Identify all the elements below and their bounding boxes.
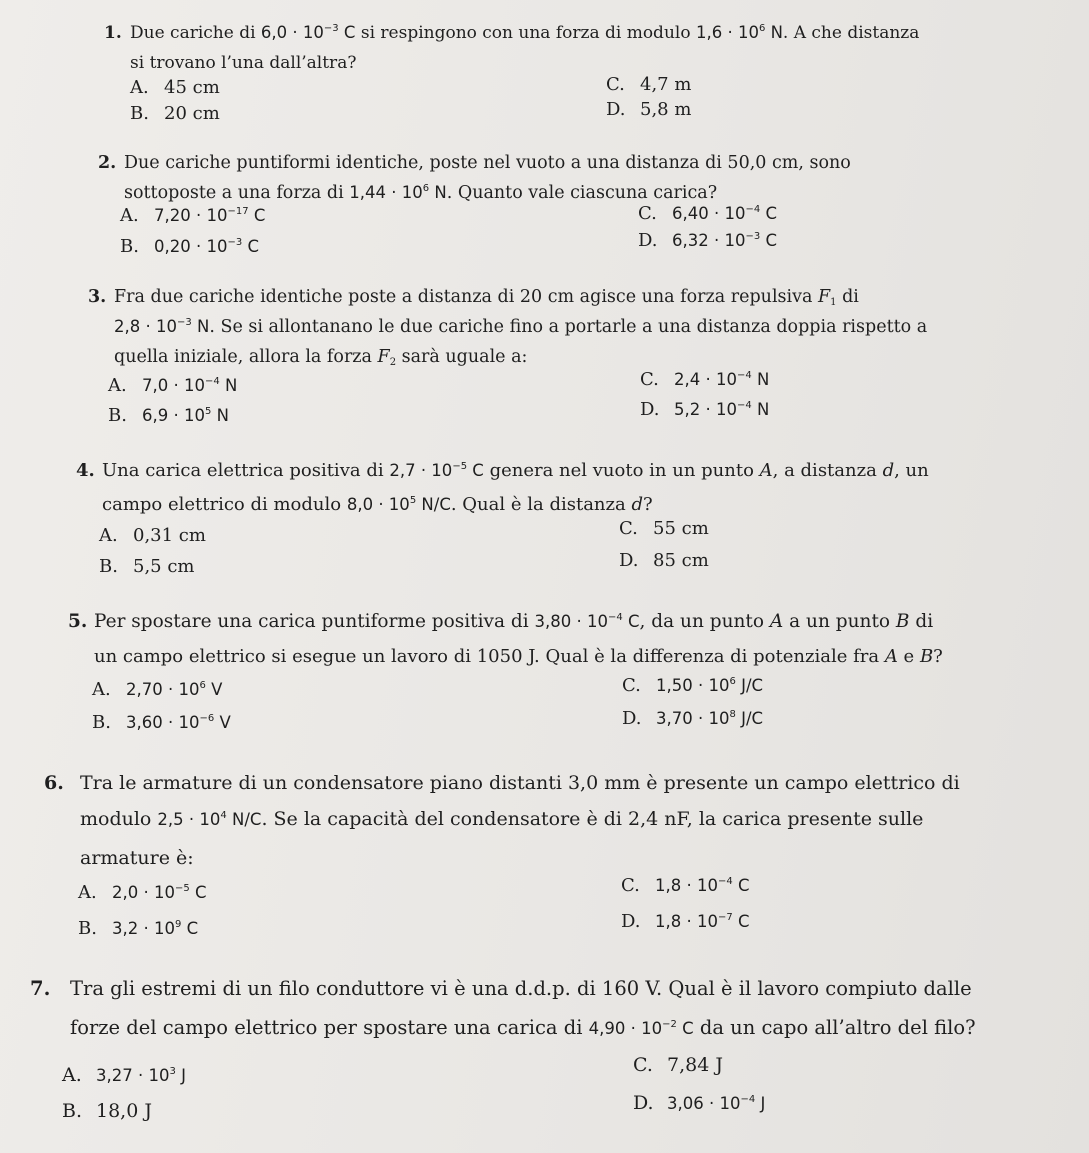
text: , a distanza: [772, 460, 883, 481]
math-exponent: −2: [662, 1019, 677, 1030]
option-4d[interactable]: [619, 550, 709, 571]
option-text: [112, 919, 198, 938]
math-unit: N: [191, 317, 210, 336]
math-unit: C: [760, 204, 777, 223]
math-exponent: 3: [169, 1066, 176, 1077]
option-1d[interactable]: [606, 99, 691, 120]
text: forze del campo elettrico per spostare una carica di: [70, 1016, 589, 1039]
question-number: 4.: [76, 460, 95, 481]
option-letter: B.: [99, 556, 118, 577]
math-exponent: 5: [409, 495, 417, 506]
math-base: 3,80 · 10: [534, 612, 608, 631]
option-letter: D.: [640, 399, 660, 420]
math-unit: C: [732, 876, 750, 895]
math-exponent: 4: [220, 810, 227, 821]
math-exponent: −3: [176, 317, 192, 328]
math-unit: J: [175, 1066, 186, 1085]
question-4-line-2: [76, 489, 929, 521]
math-unit: N: [219, 376, 238, 395]
option-text: 18,0 J: [96, 1100, 152, 1122]
math-exponent: −17: [227, 206, 249, 217]
option-letter: C.: [633, 1054, 653, 1076]
math-base: 2,5 · 10: [157, 810, 221, 829]
option-6c[interactable]: [621, 875, 750, 896]
text: ?: [643, 494, 653, 515]
option-letter: A.: [108, 375, 127, 396]
point-symbol: A: [759, 460, 773, 481]
text: sarà uguale a:: [396, 347, 528, 367]
math-exponent: 8: [729, 709, 736, 720]
math-exponent: −4: [204, 376, 220, 387]
option-letter: D.: [633, 1092, 654, 1114]
question-7-line-1: [30, 970, 976, 1008]
text: Tra le armature di un condensatore piano distanti 3,0 mm è presente un campo elettrico di: [80, 772, 960, 794]
math-exponent: 9: [174, 919, 182, 930]
math-unit: J: [755, 1094, 766, 1113]
text: di: [909, 611, 934, 632]
text: . Quanto vale ciascuna carica?: [446, 183, 718, 203]
option-7a[interactable]: [62, 1064, 186, 1086]
text: Due cariche di: [130, 23, 261, 43]
math-exponent: 6: [758, 23, 766, 34]
text: . A che distanza: [782, 23, 920, 43]
point-symbol: B: [895, 611, 910, 632]
option-letter: C.: [638, 203, 657, 224]
text: un campo elettrico si esegue un lavoro di 1050 J. Qual è la differenza di potenziale fra: [94, 646, 885, 667]
math-unit: C: [181, 919, 199, 938]
math-base: 2,0 · 10: [112, 883, 175, 902]
math-unit: C: [467, 461, 484, 480]
option-letter: A.: [62, 1064, 82, 1086]
option-text: [672, 204, 777, 223]
text: modulo: [80, 808, 158, 830]
math-base: 6,40 · 10: [672, 204, 746, 223]
option-2b[interactable]: [120, 236, 259, 257]
text: sottoposte a una forza di: [124, 183, 350, 203]
option-letter: D.: [606, 99, 626, 120]
option-3d[interactable]: [640, 399, 769, 420]
text: a un punto: [783, 611, 896, 632]
math-unit: C: [242, 237, 259, 256]
math-exponent: −4: [717, 876, 733, 887]
math: [696, 23, 783, 42]
math-exponent: −4: [736, 400, 752, 411]
option-5a[interactable]: [92, 679, 222, 700]
question-number: 6.: [44, 772, 64, 794]
option-letter: C.: [619, 518, 638, 539]
question-5: [68, 604, 943, 674]
text: genera nel vuoto in un punto: [483, 460, 760, 481]
option-1a[interactable]: [130, 77, 220, 98]
option-7b[interactable]: [62, 1100, 152, 1122]
math-exponent: −4: [745, 204, 761, 215]
symbol-subscript: 1: [830, 297, 837, 308]
option-text: 5,8 m: [640, 99, 692, 120]
text: Una carica elettrica positiva di: [102, 460, 390, 481]
math-unit: V: [205, 680, 223, 699]
option-letter: A.: [99, 525, 118, 546]
option-letter: A.: [120, 205, 139, 226]
option-letter: B.: [62, 1100, 83, 1122]
option-3c[interactable]: [640, 369, 769, 390]
math-exponent: −3: [745, 231, 761, 242]
question-6: [44, 765, 960, 878]
math-base: 7,0 · 10: [142, 376, 205, 395]
option-6b[interactable]: [78, 918, 198, 939]
text: Per spostare una carica puntiforme positiva di: [94, 611, 535, 632]
option-letter: C.: [622, 675, 641, 696]
option-text: [672, 231, 777, 250]
question-6-line-1: [44, 765, 960, 801]
point-symbol: B: [919, 646, 934, 667]
option-7c[interactable]: [633, 1054, 723, 1076]
question-5-line-1: [68, 604, 943, 640]
option-text: [674, 370, 769, 389]
option-text: 0,31 cm: [133, 525, 206, 546]
option-6a[interactable]: [78, 882, 207, 903]
text: . Qual è la distanza: [450, 494, 632, 515]
math-exponent: −4: [740, 1094, 756, 1105]
math: [349, 183, 446, 202]
option-text: [656, 676, 763, 695]
option-letter: D.: [622, 708, 642, 729]
math-base: 2,8 · 10: [114, 317, 177, 336]
distance-symbol: d: [631, 494, 643, 515]
symbol-letter: F: [818, 287, 831, 307]
question-number: 5.: [68, 611, 88, 632]
math: [114, 317, 209, 336]
option-letter: C.: [621, 875, 640, 896]
question-number: 1.: [104, 23, 122, 43]
option-4b[interactable]: [99, 556, 195, 577]
math-unit: C: [248, 206, 266, 225]
option-text: [154, 206, 265, 225]
option-letter: C.: [640, 369, 659, 390]
option-5c[interactable]: [622, 675, 763, 696]
math-exponent: −6: [199, 713, 215, 724]
math-unit: N/C: [226, 810, 262, 829]
math-exponent: −7: [717, 912, 733, 923]
option-letter: B.: [130, 103, 149, 124]
option-2a[interactable]: [120, 205, 265, 226]
option-text: [655, 912, 750, 931]
option-text: 55 cm: [653, 518, 709, 539]
math-base: 3,27 · 10: [96, 1066, 170, 1085]
math-unit: C: [189, 883, 207, 902]
question-number: 7.: [30, 977, 51, 1000]
math-exponent: −5: [452, 461, 468, 472]
option-text: 85 cm: [653, 550, 709, 571]
question-2-line-1: [98, 148, 851, 178]
option-4a[interactable]: [99, 525, 206, 546]
math-unit: N: [211, 406, 229, 425]
math-unit: C: [760, 231, 777, 250]
math-base: 3,70 · 10: [656, 709, 730, 728]
option-letter: A.: [130, 77, 149, 98]
math-unit: V: [214, 713, 231, 732]
math-base: 2,70 · 10: [126, 680, 200, 699]
math: [389, 461, 484, 480]
option-text: [126, 680, 222, 699]
math: [261, 23, 356, 42]
option-text: [667, 1094, 765, 1113]
math-base: 7,20 · 10: [154, 206, 228, 225]
option-letter: D.: [619, 550, 639, 571]
option-text: 4,7 m: [640, 74, 692, 95]
distance-symbol: d: [882, 460, 895, 481]
option-4c[interactable]: [619, 518, 709, 539]
text: e: [897, 646, 920, 667]
math-exponent: −5: [174, 883, 190, 894]
option-text: 45 cm: [164, 77, 220, 98]
question-1-line-1: [104, 18, 919, 48]
math-base: 6,32 · 10: [672, 231, 746, 250]
question-4-line-1: [76, 453, 929, 489]
math-exponent: −3: [323, 23, 339, 34]
question-1: [104, 18, 919, 78]
math-base: 3,60 · 10: [126, 713, 200, 732]
math-unit: C: [676, 1019, 694, 1038]
question-4: [76, 453, 929, 521]
option-text: [96, 1066, 186, 1085]
option-text: [674, 400, 769, 419]
question-3-line-3: [88, 342, 927, 372]
option-letter: D.: [638, 230, 658, 251]
symbol-letter: F: [377, 347, 390, 367]
math-base: 6,0 · 10: [260, 23, 324, 42]
question-number: 2.: [98, 153, 117, 173]
question-7-line-2: [30, 1008, 976, 1049]
option-text: [154, 237, 259, 256]
text: Fra due cariche identiche poste a distanza di 20 cm agisce una forza repulsiva: [114, 287, 818, 307]
text: di: [836, 287, 859, 307]
option-1b[interactable]: [130, 103, 220, 124]
question-6-line-2: [44, 801, 960, 838]
math-exponent: −4: [736, 370, 752, 381]
text: Due cariche puntiformi identiche, poste nel vuoto a una distanza di 50,0 cm, sono: [124, 153, 851, 173]
math-exponent: 6: [422, 183, 430, 194]
option-text: [655, 876, 750, 895]
option-letter: B.: [78, 918, 97, 939]
math-base: 1,6 · 10: [695, 23, 759, 42]
math-base: 0,20 · 10: [154, 237, 228, 256]
math-unit: N: [765, 23, 783, 42]
math-exponent: −4: [608, 612, 623, 623]
question-2: [98, 148, 851, 208]
math-base: 1,44 · 10: [349, 183, 423, 202]
option-text: [142, 406, 229, 425]
question-3-line-1: [88, 282, 927, 312]
math-base: 3,2 · 10: [112, 919, 175, 938]
option-text: 7,84 J: [667, 1054, 723, 1076]
option-text: [656, 709, 763, 728]
text: campo elettrico di modulo: [102, 494, 347, 515]
force-symbol: [378, 347, 390, 367]
math: [535, 612, 640, 631]
option-letter: D.: [621, 911, 641, 932]
math-unit: N: [751, 370, 770, 389]
point-symbol: A: [769, 611, 784, 632]
point-symbol: A: [884, 646, 898, 667]
math: [157, 810, 261, 829]
math-unit: N: [429, 183, 447, 202]
math-unit: C: [622, 612, 640, 631]
math: [589, 1019, 694, 1038]
math-base: 1,8 · 10: [655, 876, 718, 895]
math-unit: J/C: [735, 676, 764, 695]
math-unit: C: [732, 912, 750, 931]
option-5d[interactable]: [622, 708, 763, 729]
math-base: 5,2 · 10: [674, 400, 737, 419]
text: . Se la capacità del condensatore è di 2,4 nF, la carica presente sulle: [261, 808, 924, 830]
math-base: 8,0 · 10: [346, 495, 410, 514]
option-7d[interactable]: [633, 1092, 765, 1114]
option-2d[interactable]: [638, 230, 777, 251]
math: [347, 495, 451, 514]
text: Tra gli estremi di un filo conduttore vi è una d.d.p. di 160 V. Qual è il lavoro compiuto dalle: [70, 977, 972, 1000]
option-letter: B.: [108, 405, 127, 426]
force-symbol: [818, 287, 830, 307]
option-6d[interactable]: [621, 911, 750, 932]
math-unit: C: [338, 23, 356, 42]
math-exponent: 6: [199, 680, 206, 691]
math-exponent: 5: [204, 406, 212, 417]
text: , da un punto: [639, 611, 770, 632]
option-1c[interactable]: [606, 74, 691, 95]
text: , un: [894, 460, 929, 481]
math-base: 4,90 · 10: [588, 1019, 663, 1038]
question-3-line-2: [88, 312, 927, 342]
question-3: [88, 282, 927, 372]
option-letter: C.: [606, 74, 625, 95]
question-1-line-2: si trovano l’una dall’altra?: [130, 53, 357, 73]
option-3a[interactable]: [108, 375, 237, 396]
question-number: 3.: [88, 287, 107, 307]
option-letter: B.: [120, 236, 139, 257]
option-text: 5,5 cm: [133, 556, 195, 577]
math-base: 3,06 · 10: [667, 1094, 741, 1113]
option-5b[interactable]: [92, 712, 231, 733]
option-text: [142, 376, 237, 395]
math-exponent: −3: [227, 237, 243, 248]
math-base: 2,4 · 10: [674, 370, 737, 389]
text: ?: [933, 646, 943, 667]
option-text: 20 cm: [164, 103, 220, 124]
question-6-line-3: armature è:: [80, 847, 194, 869]
option-letter: A.: [92, 679, 111, 700]
question-5-line-2: [68, 640, 943, 674]
option-letter: A.: [78, 882, 97, 903]
text: da un capo all’altro del filo?: [693, 1016, 976, 1039]
math-base: 1,50 · 10: [656, 676, 730, 695]
text: . Se si allontanano le due cariche fino a portarle a una distanza doppia rispetto a: [209, 317, 928, 337]
math-exponent: 6: [729, 676, 736, 687]
math-unit: N/C: [416, 495, 451, 514]
math-base: 2,7 · 10: [389, 461, 453, 480]
math-unit: J/C: [735, 709, 764, 728]
option-3b[interactable]: [108, 405, 229, 426]
math-unit: N: [751, 400, 770, 419]
option-text: [126, 713, 231, 732]
option-letter: B.: [92, 712, 111, 733]
option-text: [112, 883, 207, 902]
symbol-subscript: 2: [389, 357, 397, 368]
text: si respingono con una forza di modulo: [355, 23, 696, 43]
option-2c[interactable]: [638, 203, 777, 224]
math-base: 6,9 · 10: [142, 406, 205, 425]
question-7: [30, 970, 976, 1049]
text: quella iniziale, allora la forza: [114, 347, 378, 367]
math-base: 1,8 · 10: [655, 912, 718, 931]
